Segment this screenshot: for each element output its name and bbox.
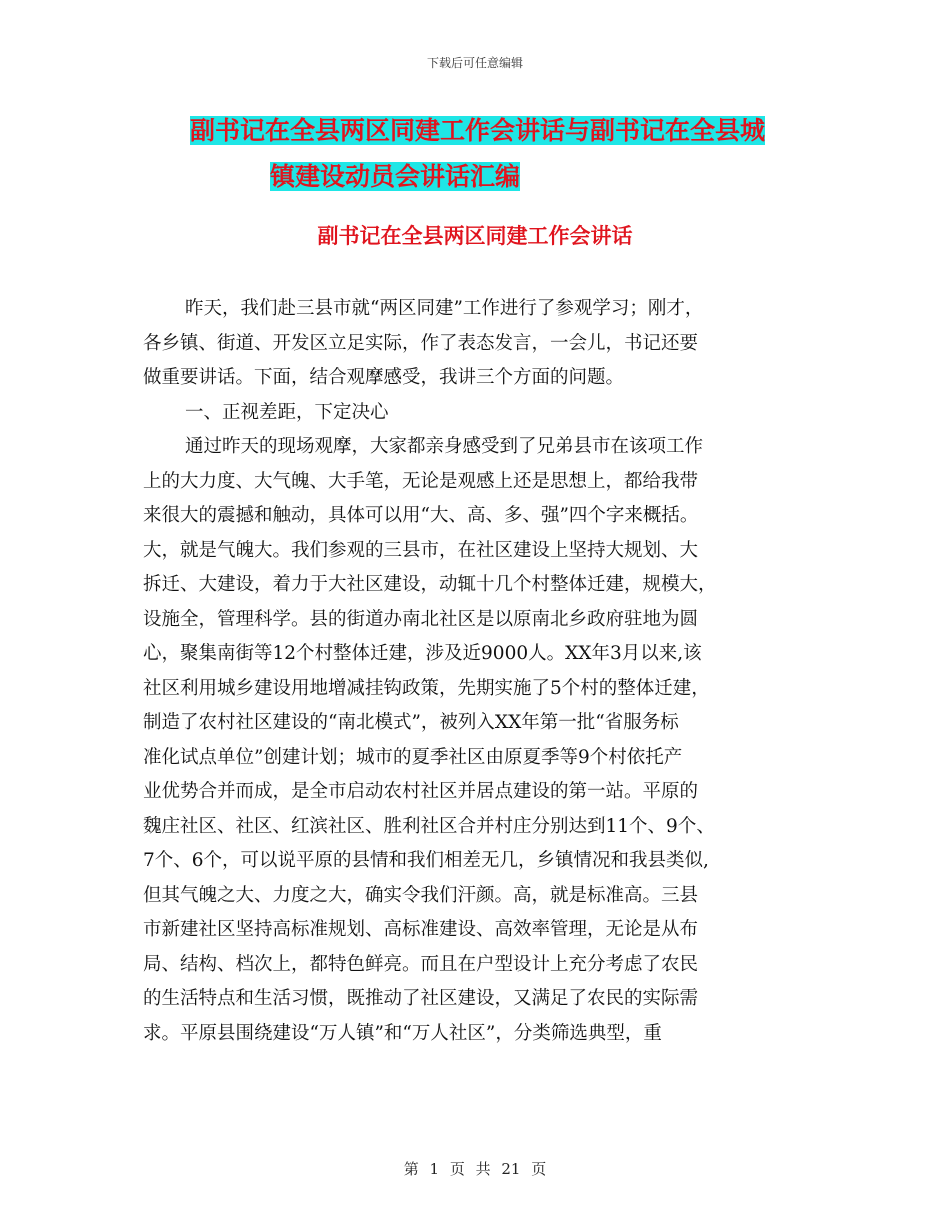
title-line-2-text: 镇建设动员会讲话汇编 (270, 162, 521, 191)
document-title (190, 108, 810, 200)
section-title: 副书记在全县两区同建工作会讲话 (317, 224, 633, 248)
paragraph-line: 局、结构、档次上，都特色鲜亮。而且在户型设计上充分考虑了农民 (143, 953, 699, 975)
paragraph-line: 魏庄社区、社区、红滨社区、胜利社区合并村庄分别达到11个、9个、 (143, 815, 715, 837)
paragraph-line: 昨天，我们赴三县市就“两区同建”工作进行了参观学习；刚才， (185, 298, 704, 319)
paragraph-line: 社区利用城乡建设用地增减挂钩政策，先期实施了5个村的整体迁建， (143, 677, 710, 699)
paragraph-line: 业优势合并而成，是全市启动农村社区并居点建设的第一站。平原的 (143, 781, 699, 802)
heading-line: 一、正视差距，下定决心 (185, 401, 389, 423)
paragraph-line: 通过昨天的现场观摩，大家都亲身感受到了兄弟县市在该项工作 (185, 436, 704, 457)
paragraph-line: 市新建社区坚持高标准规划、高标准建设、高效率管理，无论是从布 (143, 919, 699, 940)
paragraph-line: 上的大力度、大气魄、大手笔，无论是观感上还是思想上，都给我带 (143, 470, 699, 492)
title-line-1 (190, 108, 810, 154)
body-text (143, 292, 815, 1051)
paragraph-line: 做重要讲话。下面，结合观摩感受，我讲三个方面的问题。 (143, 367, 625, 388)
title-line-2 (190, 154, 810, 200)
paragraph-line: 7个、6个，可以说平原的县情和我们相差无几，乡镇情况和我县类似, (143, 850, 709, 871)
paragraph-line: 拆迁、大建设，着力于大社区建设，动辄十几个村整体迁建，规模大， (143, 574, 717, 595)
paragraph-line: 求。平原县围绕建设“万人镇”和“万人社区”，分类筛选典型，重 (143, 1022, 662, 1044)
paragraph-line: 设施全，管理科学。县的街道办南北社区是以原南北乡政府驻地为圆 (143, 608, 699, 630)
paragraph-line: 的生活特点和生活习惯，既推动了社区建设，又满足了农民的实际需 (143, 988, 699, 1009)
paragraph-line: 大，就是气魄大。我们参观的三县市，在社区建设上坚持大规划、大 (143, 539, 699, 561)
header-note: 下载后可任意编辑 (426, 56, 523, 70)
title-line-1-text: 副书记在全县两区同建工作会讲话与副书记在全县城 (190, 116, 766, 145)
page-footer: 第 1 页 共 21 页 (403, 1160, 547, 1178)
paragraph-line: 准化试点单位”创建计划；城市的夏季社区由原夏季等9个村依托产 (143, 746, 683, 768)
paragraph-line: 来很大的震撼和触动，具体可以用“大、高、多、强”四个字来概括。 (143, 505, 699, 526)
paragraph-line: 心，聚集南街等12个村整体迁建，涉及近9000人。XX年3月以来,该 (143, 643, 702, 664)
paragraph-line: 制造了农村社区建设的“南北模式”，被列入XX年第一批“省服务标 (143, 712, 679, 733)
paragraph-line: 但其气魄之大、力度之大，确实令我们汗颜。高，就是标准高。三县 (143, 884, 699, 906)
paragraph-line: 各乡镇、街道、开发区立足实际，作了表态发言，一会儿，书记还要 (143, 332, 699, 354)
